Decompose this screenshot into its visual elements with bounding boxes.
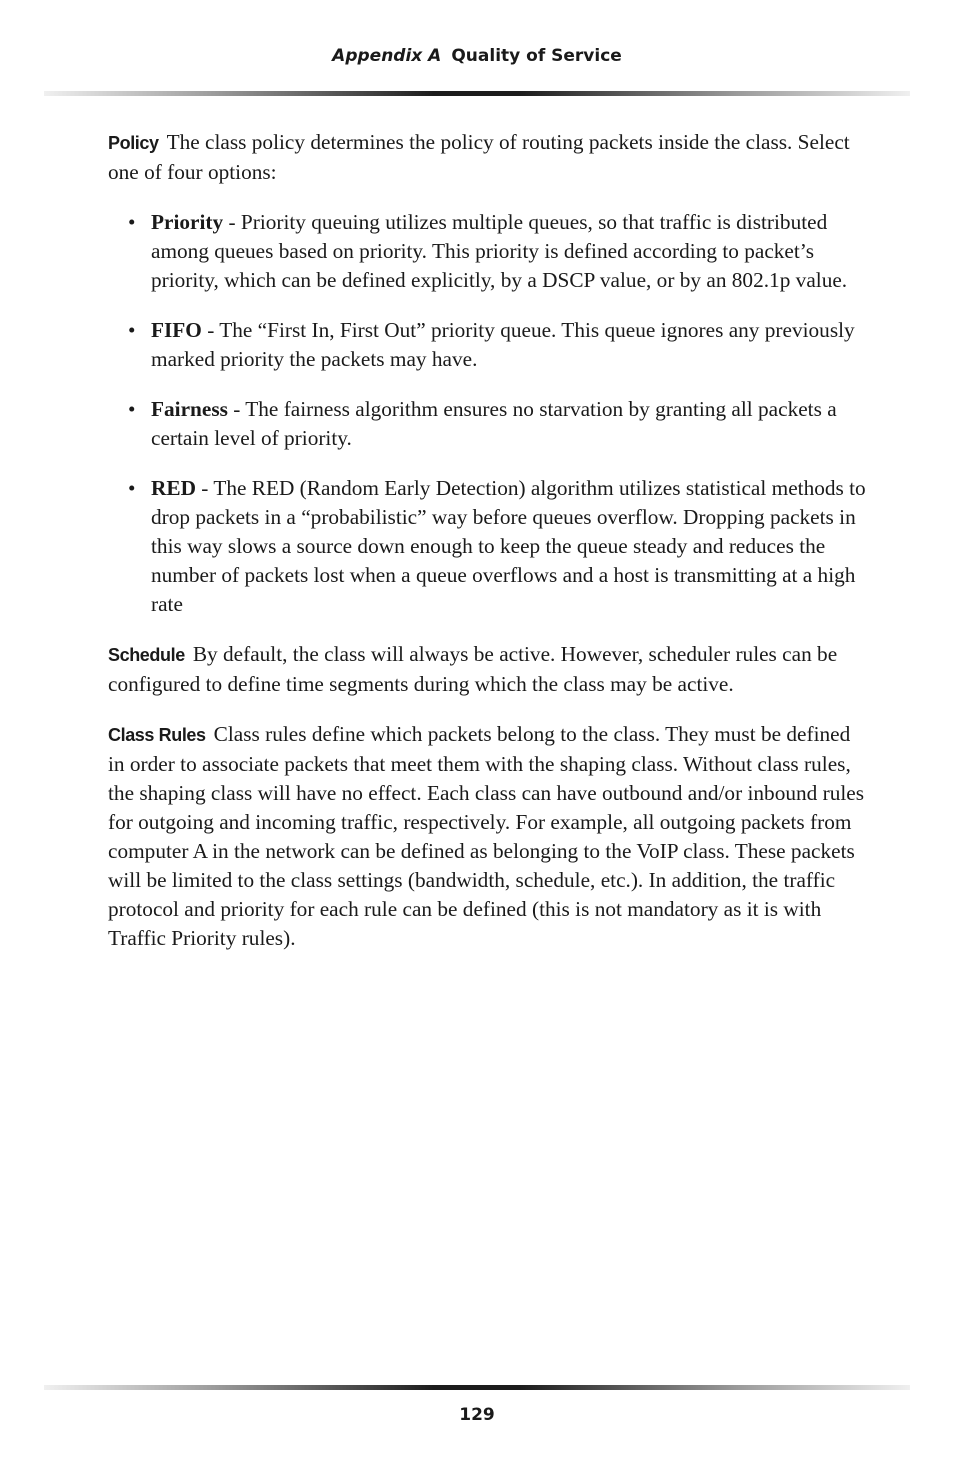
bullet-term: Priority: [151, 210, 224, 234]
bullet-text: - Priority queuing utilizes multiple queues, so that traffic is distributed among queues based on priority. This priority is defined according to packet’s priority, which can be defined explicitly, by a DSCP value, or by an 802.1p value.: [151, 210, 848, 292]
bullet-text: - The fairness algorithm ensures no starvation by granting all packets a certain level of priority.: [151, 397, 837, 450]
bullet-text: - The RED (Random Early Detection) algorithm utilizes statistical methods to drop packets in a “probabilistic” way before queues overflow. Dropping packets in this way slows a source down enough to keep the queue steady and reduces the number of packets lost when a queue overflows and a host is transmitting at a high rate: [151, 476, 866, 616]
list-item-fairness: [108, 395, 868, 453]
policy-options-list: [108, 208, 868, 619]
schedule-paragraph: [108, 640, 868, 699]
page-number: 129: [459, 1405, 495, 1425]
bullet-icon: •: [128, 397, 136, 421]
policy-heading: Policy: [108, 133, 159, 153]
bullet-icon: •: [128, 476, 136, 500]
bullet-term: Fairness: [151, 397, 228, 421]
list-item-red: [108, 474, 868, 619]
class-rules-paragraph: [108, 720, 868, 953]
policy-paragraph: [108, 128, 868, 187]
schedule-heading: Schedule: [108, 645, 185, 665]
footer-rule: [44, 1385, 910, 1390]
bullet-text: - The “First In, First Out” priority queue. This queue ignores any previously marked priority the packets may have.: [151, 318, 855, 371]
bullet-term: RED: [151, 476, 196, 500]
schedule-text: By default, the class will always be active. However, scheduler rules can be configured to define time segments during which the class may be active.: [108, 642, 838, 696]
header-title: Quality of Service: [451, 46, 622, 66]
header-rule: [44, 91, 910, 96]
bullet-term: FIFO: [151, 318, 202, 342]
list-item-priority: [108, 208, 868, 295]
class-rules-text: Class rules define which packets belong to the class. They must be defined in order to associate packets that meet them with the shaping class. Without class rules, the shaping class will have no effect. Each class can have outbound and/or inbound rules for outgoing and incoming traffic, respectively. For example, all outgoing packets from computer A in the network can be defined as belonging to the VoIP class. These packets will be limited to the class settings (bandwidth, schedule, etc.). In addition, the traffic protocol and priority for each rule can be defined (this is not mandatory as it is with Traffic Priority rules).: [108, 722, 865, 950]
list-item-fifo: [108, 316, 868, 374]
header-appendix: Appendix A: [332, 46, 442, 66]
policy-text: The class policy determines the policy of routing packets inside the class. Select one of four options:: [108, 130, 850, 184]
class-rules-heading: Class Rules: [108, 725, 206, 745]
bullet-icon: •: [128, 318, 136, 342]
page-body: [108, 128, 868, 974]
bullet-icon: •: [128, 210, 136, 234]
page-header: [0, 46, 954, 66]
